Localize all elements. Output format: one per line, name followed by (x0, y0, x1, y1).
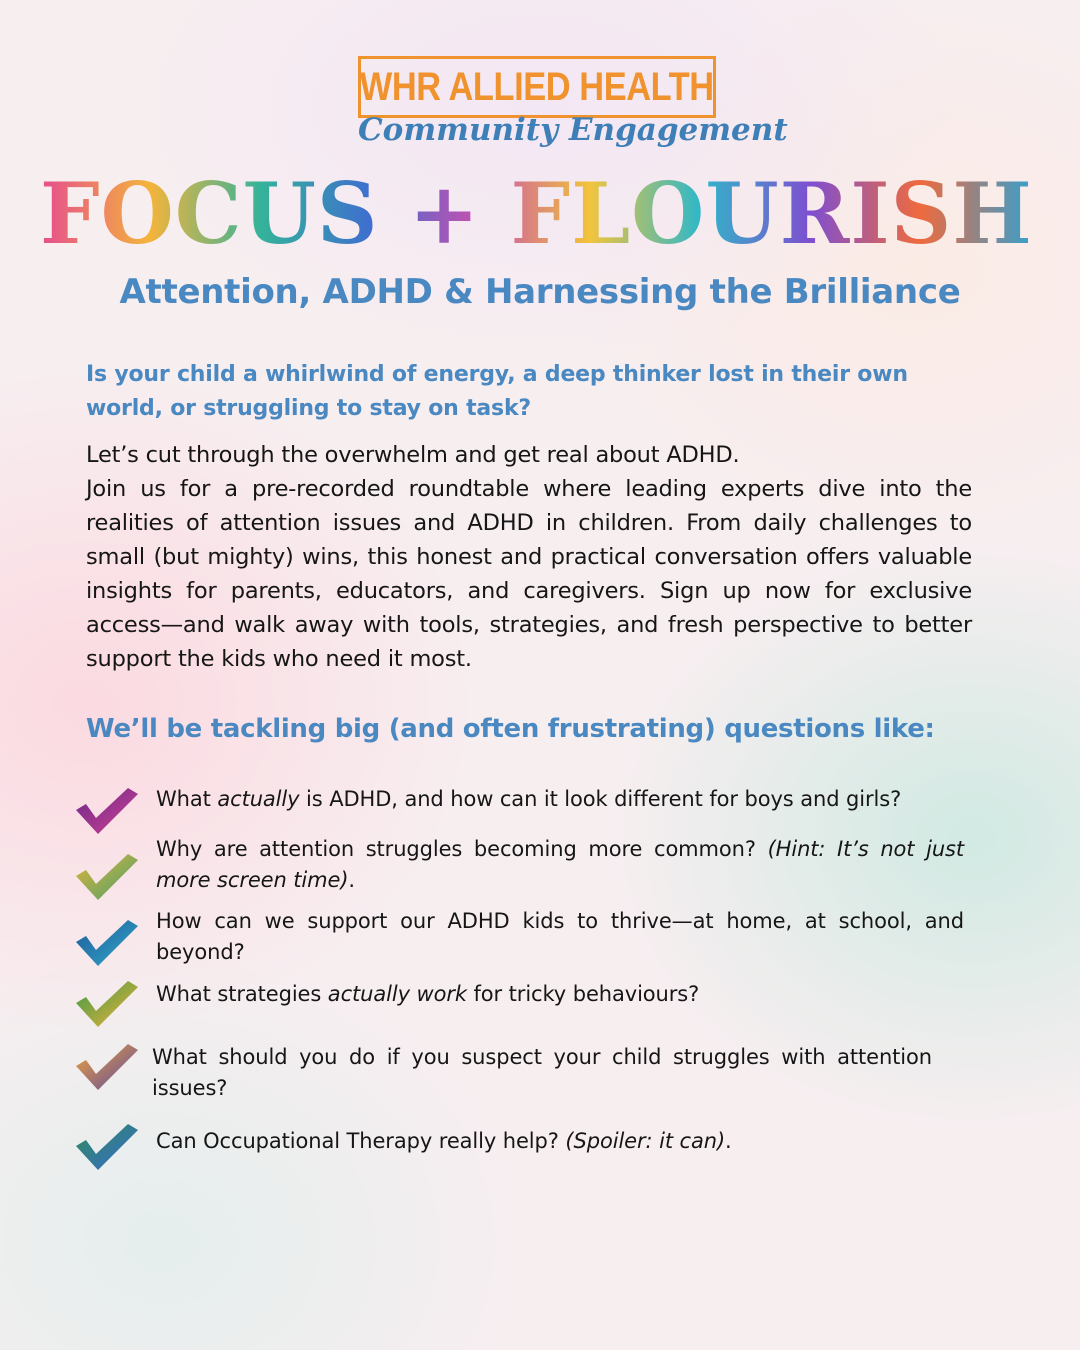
question-6-part-a: Can Occupational Therapy really help? (156, 1129, 566, 1153)
check-icon-multi (72, 1122, 140, 1174)
questions-heading: We’ll be tackling big (and often frustrating) questions like: (86, 714, 935, 744)
logo-subtitle: Community Engagement (358, 112, 788, 148)
question-6-part-b: (Spoiler: it can) (565, 1129, 726, 1153)
check-icon-yellow (72, 852, 140, 904)
question-2-part-a: Why are attention struggles becoming more common? (156, 837, 768, 861)
question-1-part-c: is ADHD, and how can it look different for boys and girls? (299, 787, 902, 811)
question-text-1 (156, 784, 964, 815)
check-icon-green (72, 979, 140, 1031)
body-text (86, 438, 972, 676)
question-1-part-b: actually (217, 787, 300, 811)
question-4-part-a: What strategies (156, 982, 328, 1006)
question-text-4 (156, 979, 964, 1010)
question-4-part-b: actually work (327, 982, 467, 1006)
intro-question: Is your child a whirlwind of energy, a deep thinker lost in their own world, or struggling to stay on task? (86, 362, 908, 421)
question-text-3 (156, 906, 964, 968)
headline: FOCUS + FLOURISH: (40, 164, 1065, 263)
question-2-part-b: (Hint: It’s not just more screen time) (156, 837, 964, 892)
question-4-part-c: for tricky behaviours? (466, 982, 700, 1006)
logo-title: WHR ALLIED HEALTH (360, 64, 714, 109)
question-1-part-a: What (156, 787, 218, 811)
question-3-part-a: How can we support our ADHD kids to thrive—at home, at school, and beyond? (156, 909, 964, 964)
question-2-part-c: . (348, 868, 355, 892)
check-icon-purple (72, 786, 140, 838)
question-6-part-c: . (725, 1129, 732, 1153)
question-text-5 (152, 1042, 932, 1104)
body-line-1: Let’s cut through the overwhelm and get real about ADHD. (86, 442, 740, 468)
body-paragraph: Join us for a pre-recorded roundtable where leading experts dive into the realities of attention issues and ADHD in children. From daily challenges to small (but mighty) wins, this honest and practical conversation offers valuable insights for parents, educators, and caregivers. Sign up now for exclusive access—and walk away with tools, strategies, and fresh perspective to better support the kids who need it most. (86, 476, 972, 672)
check-icon-blue (72, 918, 140, 970)
check-icon-orange (72, 1042, 140, 1094)
subtitle: Attention, ADHD & Harnessing the Brilliance (119, 272, 961, 312)
question-5-part-a: What should you do if you suspect your child struggles with attention issues? (152, 1045, 932, 1100)
logo (358, 56, 788, 156)
logo-box (358, 56, 716, 118)
question-text-6 (156, 1126, 964, 1157)
question-text-2 (156, 834, 964, 896)
